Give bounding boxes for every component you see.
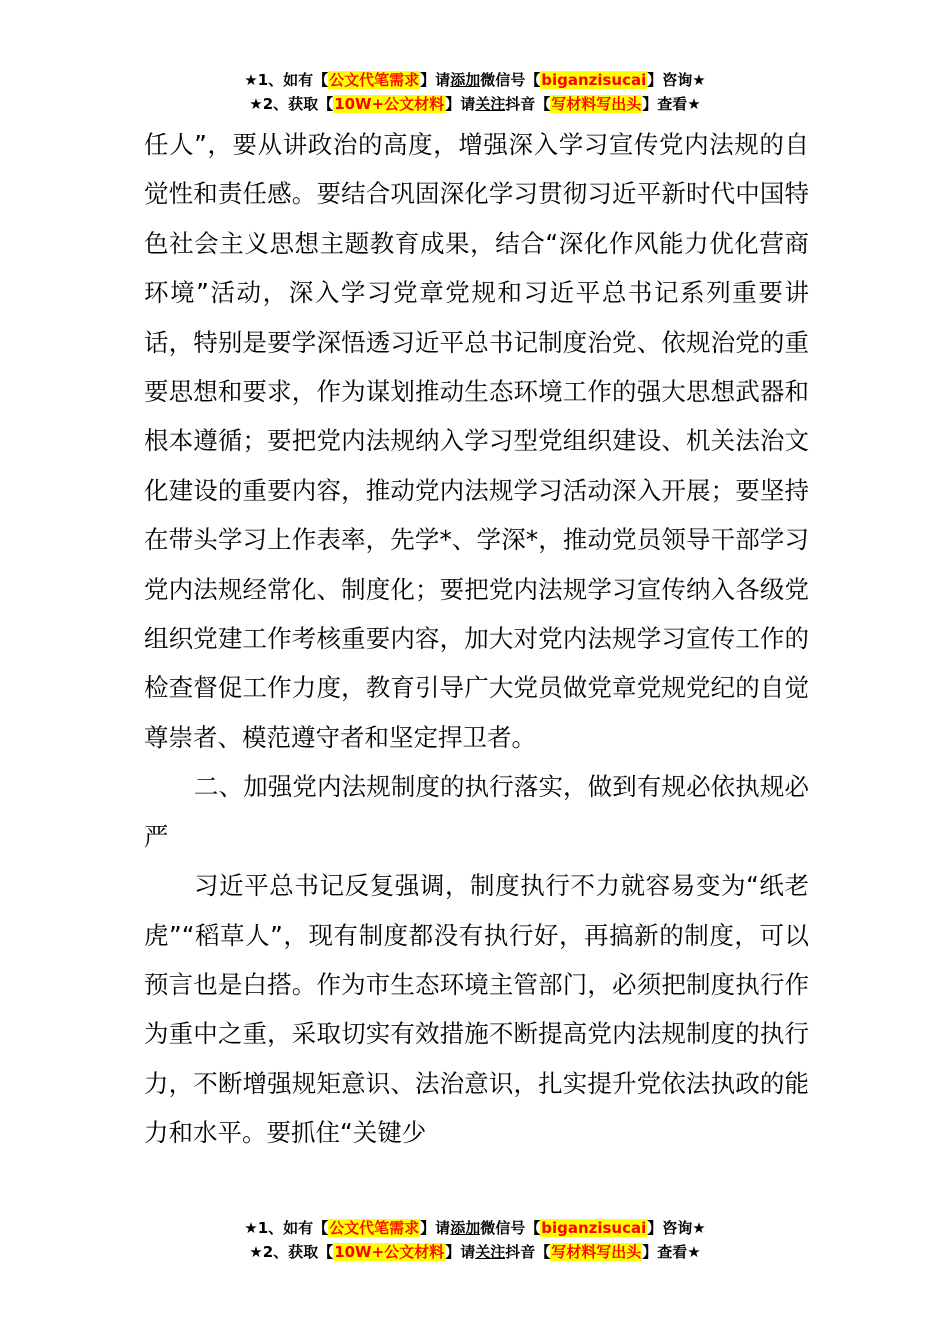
highlight-text: 公文代笔需求	[329, 71, 420, 89]
banner-line-2	[0, 92, 950, 116]
banner-line-1	[0, 1216, 950, 1240]
underlined-text: 关注	[475, 95, 506, 113]
body-paragraph: 习近平总书记反复强调，制度执行不力就容易变为“纸老虎”“稻草人”，现有制度都没有执行好，再搞新的制度，可以预言也是白搭。作为市生态环境主管部门，必须把制度执行作为重中之重，采取切实有效措施不断提高党内法规制度的执行力，不断增强规矩意识、法治意识，扎实提升党依法执政的能力和水平。要抓住“关键少	[144, 871, 809, 1148]
banner-text: 】请	[420, 71, 451, 89]
banner-text: ★2、获取【	[249, 1243, 334, 1261]
banner-text: 】请	[420, 1219, 451, 1237]
banner-line-2	[0, 1240, 950, 1264]
banner-text: 】查看★	[642, 95, 701, 113]
banner-text: 抖音【	[505, 1243, 551, 1261]
banner-text: 抖音【	[505, 95, 551, 113]
banner-line-1	[0, 68, 950, 92]
underlined-text: 关注	[475, 1243, 506, 1261]
highlight-text: biganzisucai	[541, 1219, 647, 1237]
banner-text: 】查看★	[642, 1243, 701, 1261]
highlight-text: biganzisucai	[541, 71, 647, 89]
footer-banner	[0, 1216, 950, 1264]
banner-text: 】咨询★	[647, 1219, 706, 1237]
underlined-text: 添加	[450, 1219, 481, 1237]
underlined-text: 添加	[450, 71, 481, 89]
body-paragraph: 任人”，要从讲政治的高度，增强深入学习宣传党内法规的自觉性和责任感。要结合巩固深化学习贯彻习近平新时代中国特色社会主义思想主题教育成果，结合“深化作风能力优化营商环境”活动，深入学习党章党规和习近平总书记系列重要讲话，特别是要学深悟透习近平总书记制度治党、依规治党的重要思想和要求，作为谋划推动生态环境工作的强大思想武器和根本遵循；要把党内法规纳入学习型党组织建设、机关法治文化建设的重要内容，推动党内法规学习活动深入开展；要坚持在带头学习上作表率，先学*、学深*，推动党员领导干部学习党内法规经常化、制度化；要把党内法规学习宣传纳入各级党组织党建工作考核重要内容，加大对党内法规学习宣传工作的检查督促工作力度，教育引导广大党员做党章党规党纪的自觉尊崇者、模范遵守者和坚定捍卫者。	[144, 130, 809, 752]
banner-text: ★2、获取【	[249, 95, 334, 113]
banner-text: 微信号【	[480, 1219, 541, 1237]
highlight-text: 写材料写出头	[551, 95, 642, 113]
highlight-text: 写材料写出头	[551, 1243, 642, 1261]
banner-text: ★1、如有【	[244, 1219, 329, 1237]
header-banner	[0, 68, 950, 116]
highlight-text: 10W+公文材料	[334, 95, 445, 113]
banner-text: 】请	[445, 1243, 476, 1261]
highlight-text: 公文代笔需求	[329, 1219, 420, 1237]
banner-text: 微信号【	[480, 71, 541, 89]
document-body	[144, 120, 809, 1158]
banner-text: 】请	[445, 95, 476, 113]
banner-text: ★1、如有【	[244, 71, 329, 89]
section-heading: 二、加强党内法规制度的执行落实，做到有规必依执规必严	[144, 772, 809, 851]
banner-text: 】咨询★	[647, 71, 706, 89]
highlight-text: 10W+公文材料	[334, 1243, 445, 1261]
